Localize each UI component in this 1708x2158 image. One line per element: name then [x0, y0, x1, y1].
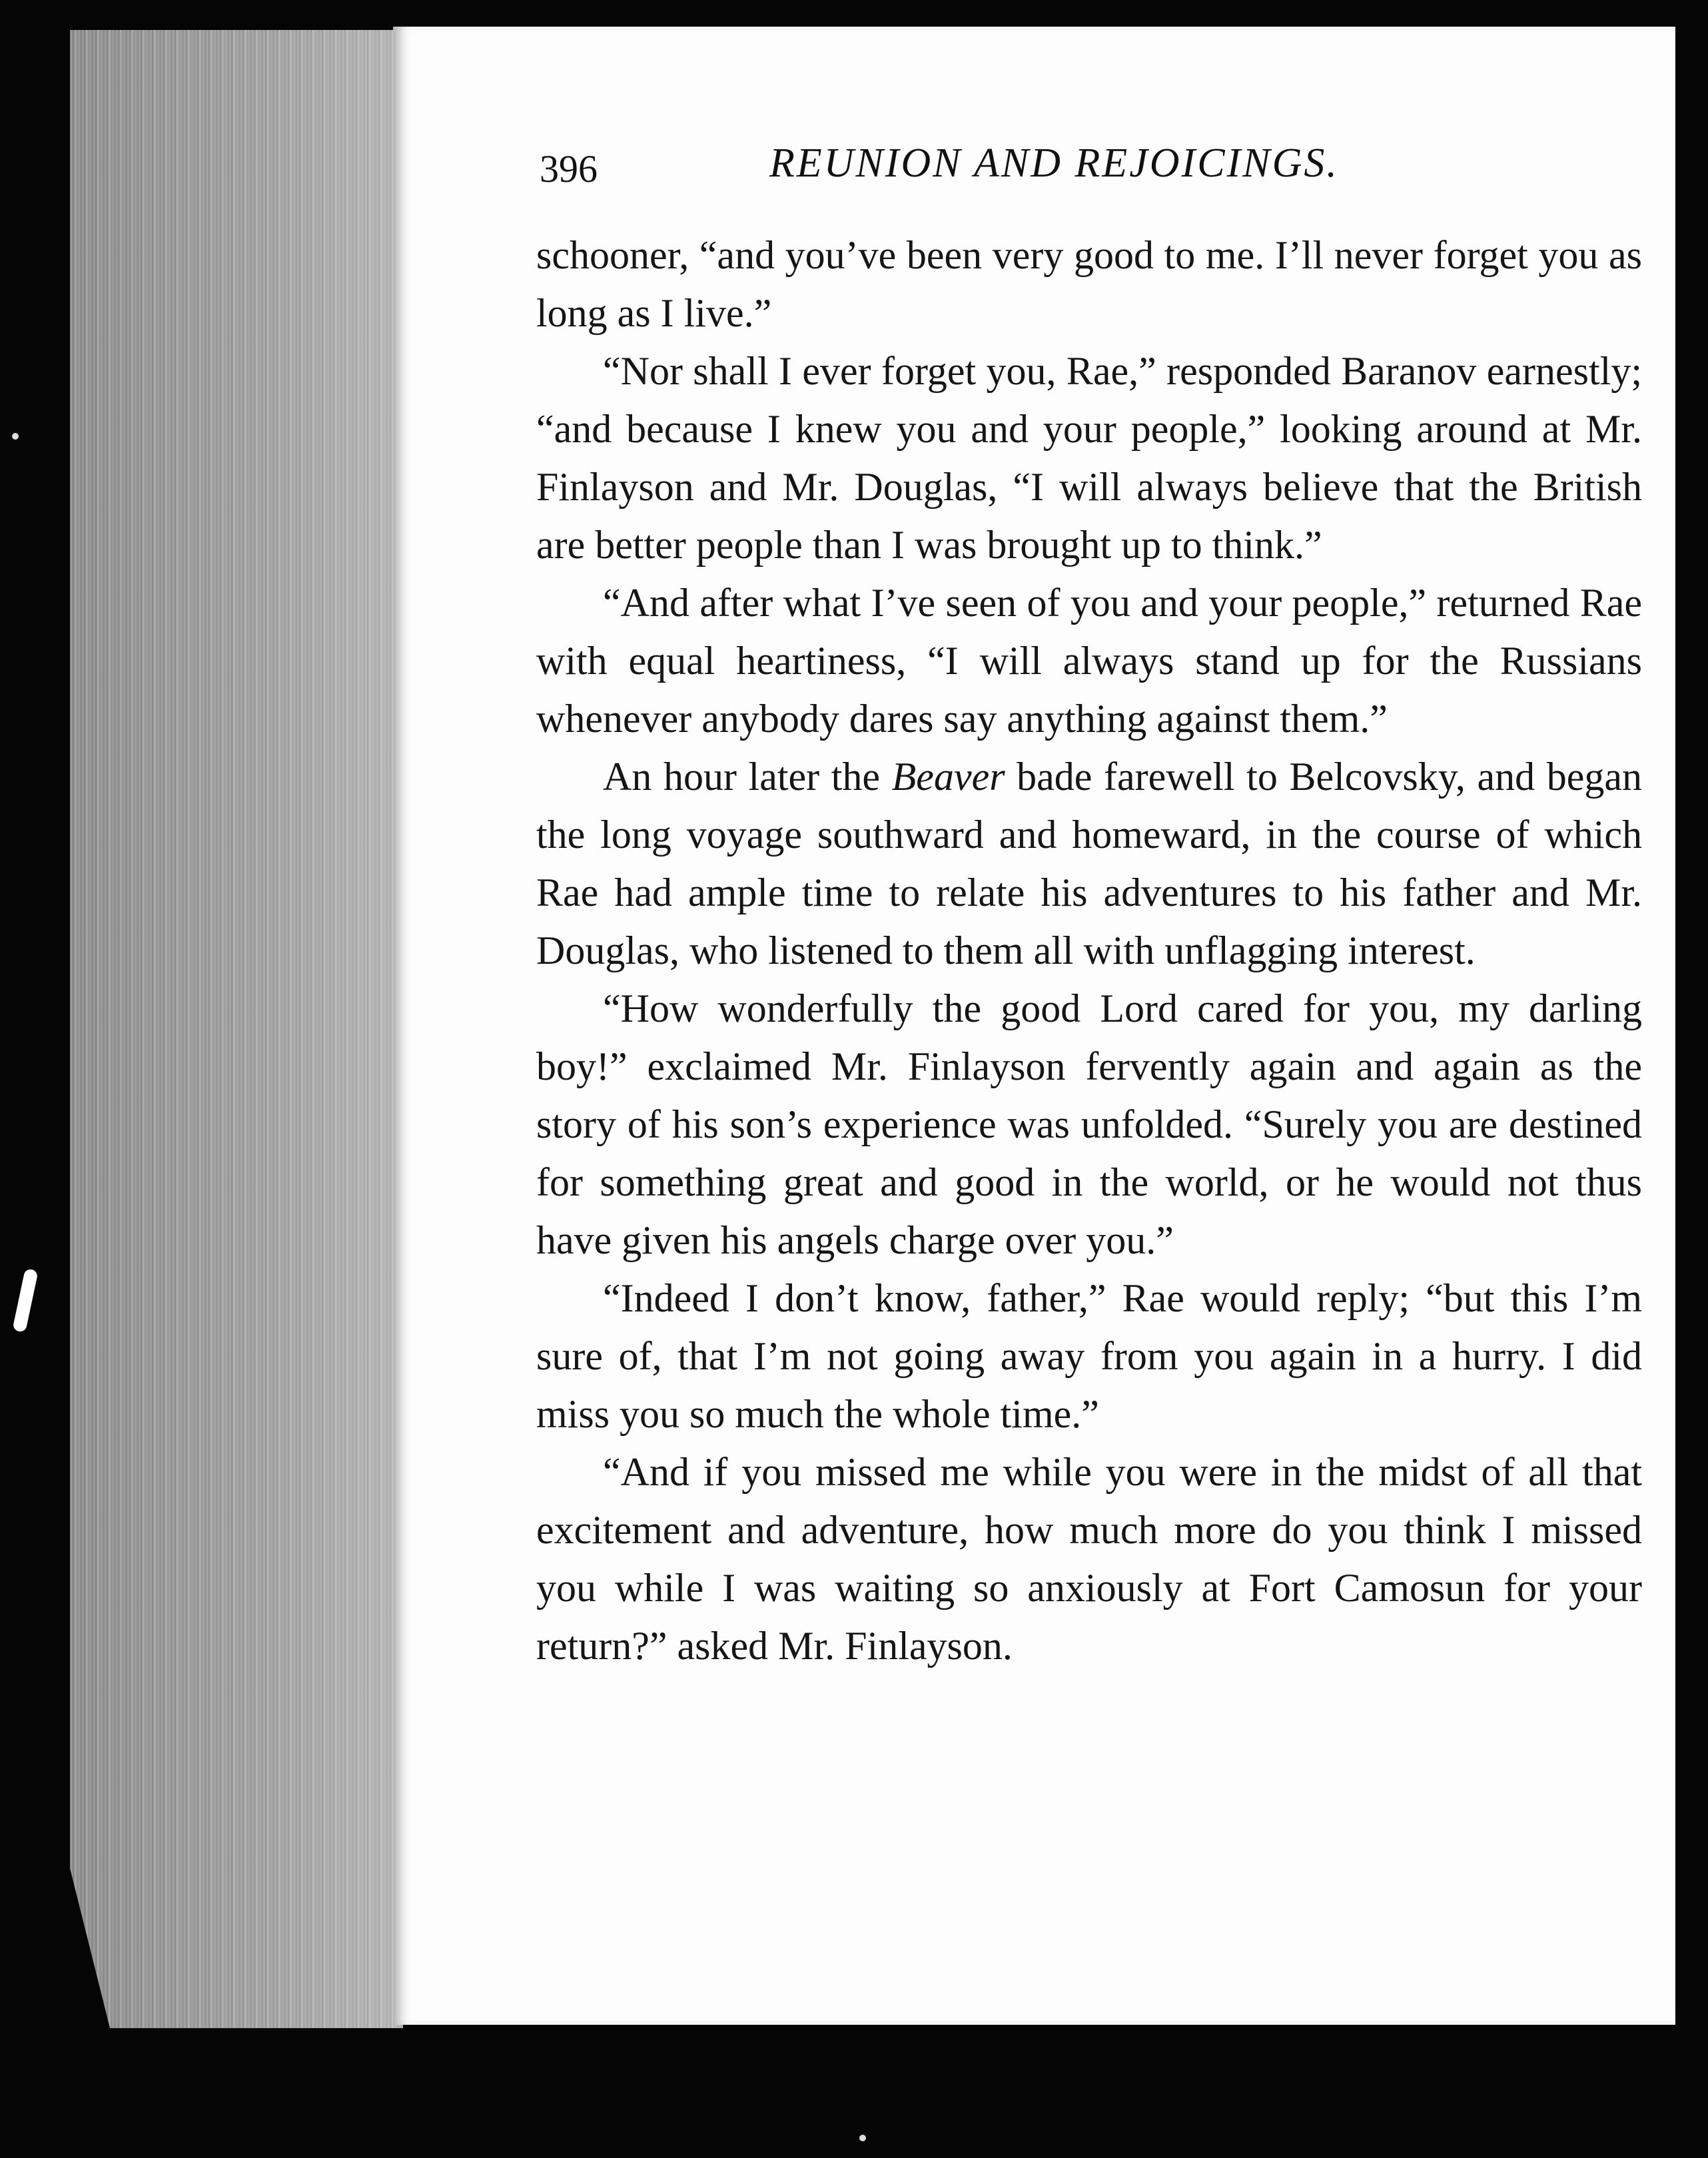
page-number: 396 — [540, 147, 598, 190]
paragraph-text: An hour later the — [603, 755, 892, 799]
paragraph-text: bade farewell to Belcovsky, and began the long voyage southward and homeward, in the course of which Rae had ample time to relate his adventures to his father and Mr. Douglas, who listened to them all with unflagging interest. — [536, 755, 1642, 972]
paragraph: “How wonderfully the good Lord cared for you, my darling boy!” exclaimed Mr. Finlayson fervently again and again as the story of his son’s experience was unfolded. “Surely you are destined for something great and good in the world, or he would not thus have given his angels charge over you.” — [536, 986, 1642, 1262]
paragraph: “And if you missed me while you were in the midst of all that excitement and adventure, how much more do you think I missed you while I was waiting so anxiously at Fort Camosun for your return?” asked Mr. Finlayson. — [536, 1450, 1642, 1668]
book-page — [393, 27, 1675, 2025]
paragraph: “Nor shall I ever forget you, Rae,” responded Baranov earnestly; “and because I knew you and your people,” looking around at Mr. Finlayson and Mr. Douglas, “I will always believe that the British are better people than I was brought up to think.” — [536, 349, 1642, 567]
paragraph: schooner, “and you’ve been very good to me. I’ll never forget you as long as I live.” — [536, 233, 1642, 335]
paragraph: “Indeed I don’t know, father,” Rae would reply; “but this I’m sure of, that I’m not going away from you again in a hurry. I did miss you so much the whole time.” — [536, 1276, 1642, 1436]
ship-name-italic: Beaver — [891, 755, 1005, 799]
scan-speck — [859, 2135, 866, 2141]
page-header — [540, 140, 1552, 213]
scan-speck — [12, 433, 19, 440]
book-page-edges-shading — [70, 30, 403, 2028]
paragraph — [536, 748, 1642, 980]
body-text — [536, 226, 1642, 1675]
running-head-title: REUNION AND REJOICINGS. — [769, 141, 1339, 186]
paragraph: “And after what I’ve seen of you and your people,” returned Rae with equal heartiness, “I will always stand up for the Russians whenever anybody dares say anything against them.” — [536, 581, 1642, 741]
